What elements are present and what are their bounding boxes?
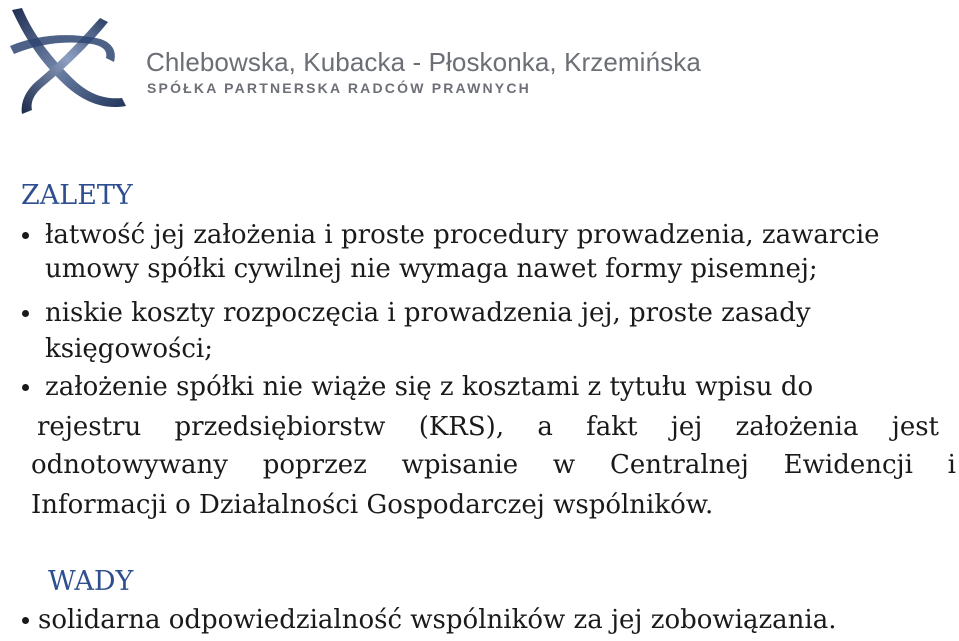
wady-heading: WADY <box>48 566 134 597</box>
zalety-item-3-line-3: odnotowywany poprzez wpisanie w Centralnej Ewidencji i <box>31 450 956 480</box>
bullet-icon <box>22 232 29 239</box>
firm-logo-icon <box>4 6 134 116</box>
wady-item-1-line-1: solidarna odpowiedzialność wspólników za jej zobowiązania. <box>38 605 837 635</box>
firm-name: Chlebowska, Kubacka - Płoskonka, Krzemińska <box>146 47 701 77</box>
bullet-icon <box>22 617 29 624</box>
zalety-item-2-line-2: księgowości; <box>45 334 213 364</box>
bullet-icon <box>22 384 29 391</box>
zalety-item-3-line-2: rejestru przedsiębiorstw (KRS), a fakt jej założenia jest <box>37 412 939 442</box>
zalety-item-3-line-4: Informacji o Działalności Gospodarczej wspólników. <box>31 490 714 520</box>
bullet-icon <box>22 310 29 317</box>
zalety-item-1-line-1: łatwość jej założenia i proste procedury prowadzenia, zawarcie <box>45 220 880 250</box>
zalety-item-2-line-1: niskie koszty rozpoczęcia i prowadzenia jej, proste zasady <box>45 298 811 328</box>
zalety-heading: ZALETY <box>21 180 133 211</box>
zalety-item-1-line-2: umowy spółki cywilnej nie wymaga nawet formy pisemnej; <box>45 254 818 284</box>
zalety-item-3-line-1: założenie spółki nie wiąże się z kosztami z tytułu wpisu do <box>45 372 814 402</box>
firm-subtitle: SPÓŁKA PARTNERSKA RADCÓW PRAWNYCH <box>147 80 531 96</box>
